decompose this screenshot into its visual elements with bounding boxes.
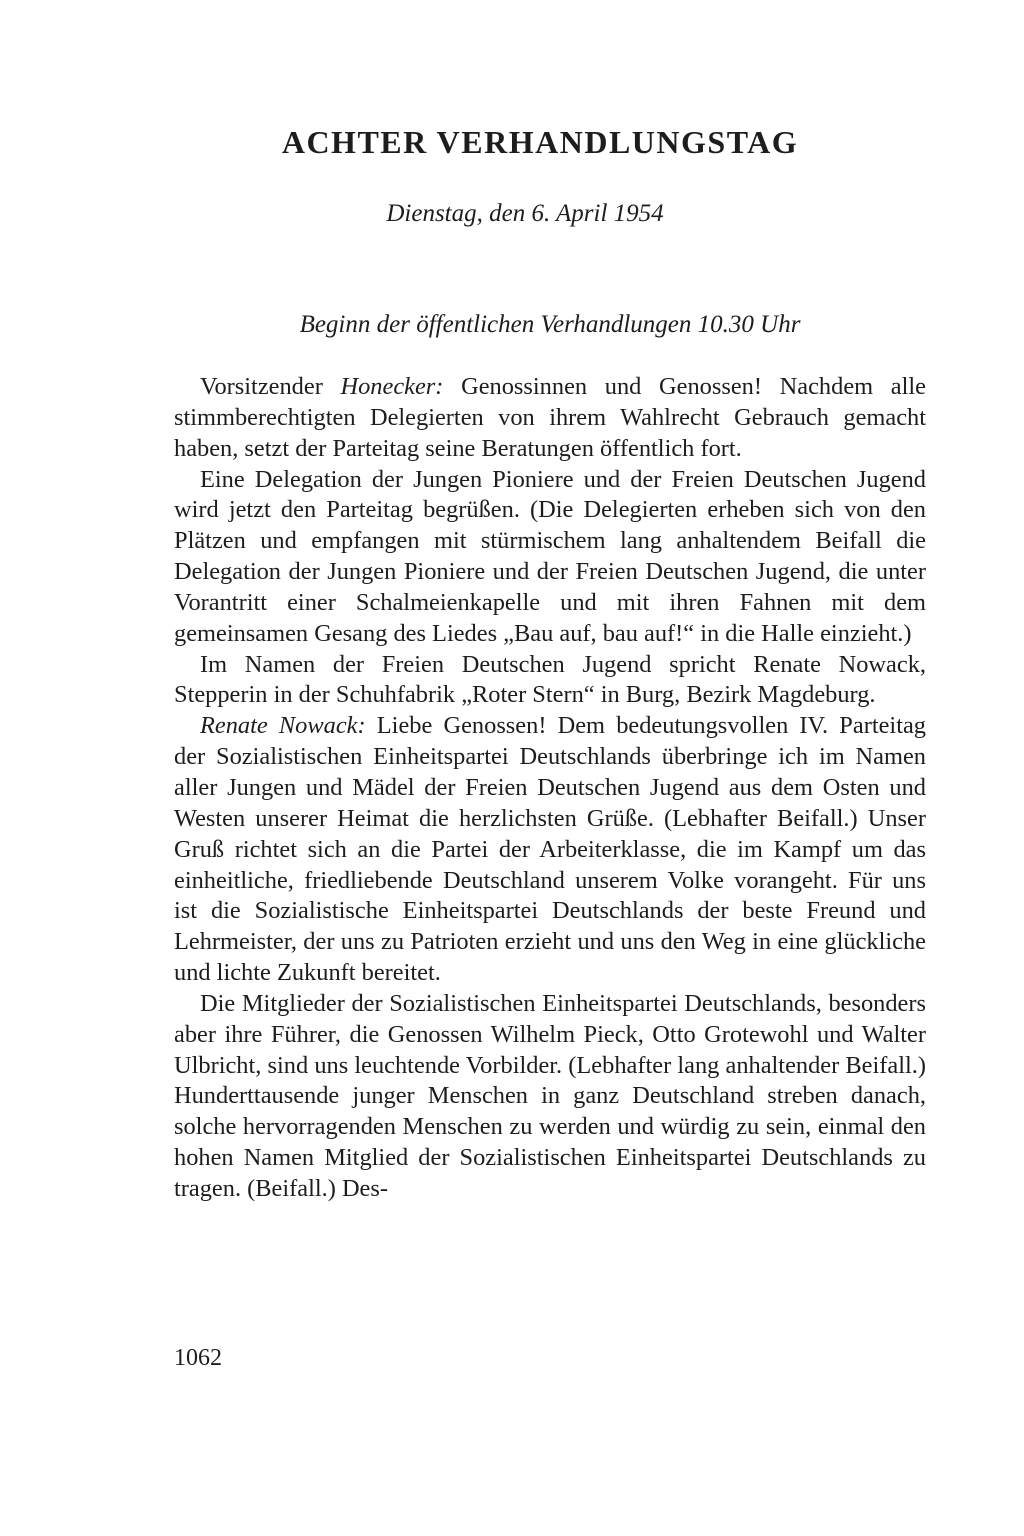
paragraph-text: Liebe Genossen! Dem bedeutungsvollen IV. Parteitag der Sozialistischen Einheitspartei Deutschlands überbringe ich im Namen aller Jungen und Mädel der Freien Deutschen Jugend aus dem Osten und Westen unserer Heimat die herzlichsten Grüße. (Lebhafter Beifall.) Unser Gruß richtet sich an die Partei der Arbeiterklasse, die im Kampf um das einheitliche, friedliebende Deutschland unserem Volke vorangeht. Für uns ist die Sozialistische Einheitspartei Deutschlands der beste Freund und Lehrmeister, der uns zu Patrioten erzieht und uns den Weg in eine glückliche und lichte Zukunft bereitet.	[174, 712, 926, 987]
paragraph-text: Die Mitglieder der Sozialistischen Einheitspartei Deutschlands, besonders aber ihre Führer, die Genossen Wilhelm Pieck, Otto Grotewohl und Walter Ulbricht, sind uns leuchtende Vorbilder. (Lebhafter lang anhaltender Beifall.) Hunderttausende junger Menschen in ganz Deutschland streben danach, solche hervorragenden Menschen zu werden und würdig zu sein, einmal den hohen Namen Mitglied der Sozialistischen Einheitspartei Deutschlands zu tragen. (Beifall.) Des-	[174, 989, 926, 1202]
speaker-prefix: Vorsitzender	[200, 373, 341, 400]
paragraph	[174, 650, 926, 712]
paragraph	[174, 711, 926, 989]
paragraph	[174, 989, 926, 1205]
speaker-name: Honecker:	[340, 373, 444, 400]
session-date: Dienstag, den 6. April 1954	[386, 200, 664, 227]
body-text	[174, 372, 926, 1205]
paragraph	[174, 465, 926, 650]
paragraph	[174, 372, 926, 465]
session-start-time: Beginn der öffentlichen Verhandlungen 10.30 Uhr	[299, 311, 801, 338]
speaker-name: Renate Nowack:	[200, 712, 366, 740]
paragraph-text: Genossinnen und Genossen! Nachdem alle stimmberechtigten Delegierten von ihrem Wahlrecht Gebrauch gemacht haben, setzt der Parteitag seine Beratungen öffentlich fort.	[174, 373, 926, 462]
paragraph-text: Im Namen der Freien Deutschen Jugend spricht Renate Nowack, Stepperin in der Schuhfabrik „Roter Stern“ in Burg, Bezirk Magdeburg.	[174, 650, 926, 709]
paragraph-text: Eine Delegation der Jungen Pioniere und der Freien Deutschen Jugend wird jetzt den Parteitag begrüßen. (Die Delegierten erheben sich von den Plätzen und empfangen mit stürmischem lang anhaltendem Beifall die Delegation der Jungen Pioniere und der Freien Deutschen Jugend, die unter Vorantritt einer Schalmeienkapelle und mit ihren Fahnen mit dem gemeinsamen Gesang des Liedes „Bau auf, bau auf!“ in die Halle einzieht.)	[174, 465, 926, 647]
page-number: 1062	[174, 1345, 222, 1371]
chapter-heading: ACHTER VERHANDLUNGSTAG	[281, 124, 799, 160]
